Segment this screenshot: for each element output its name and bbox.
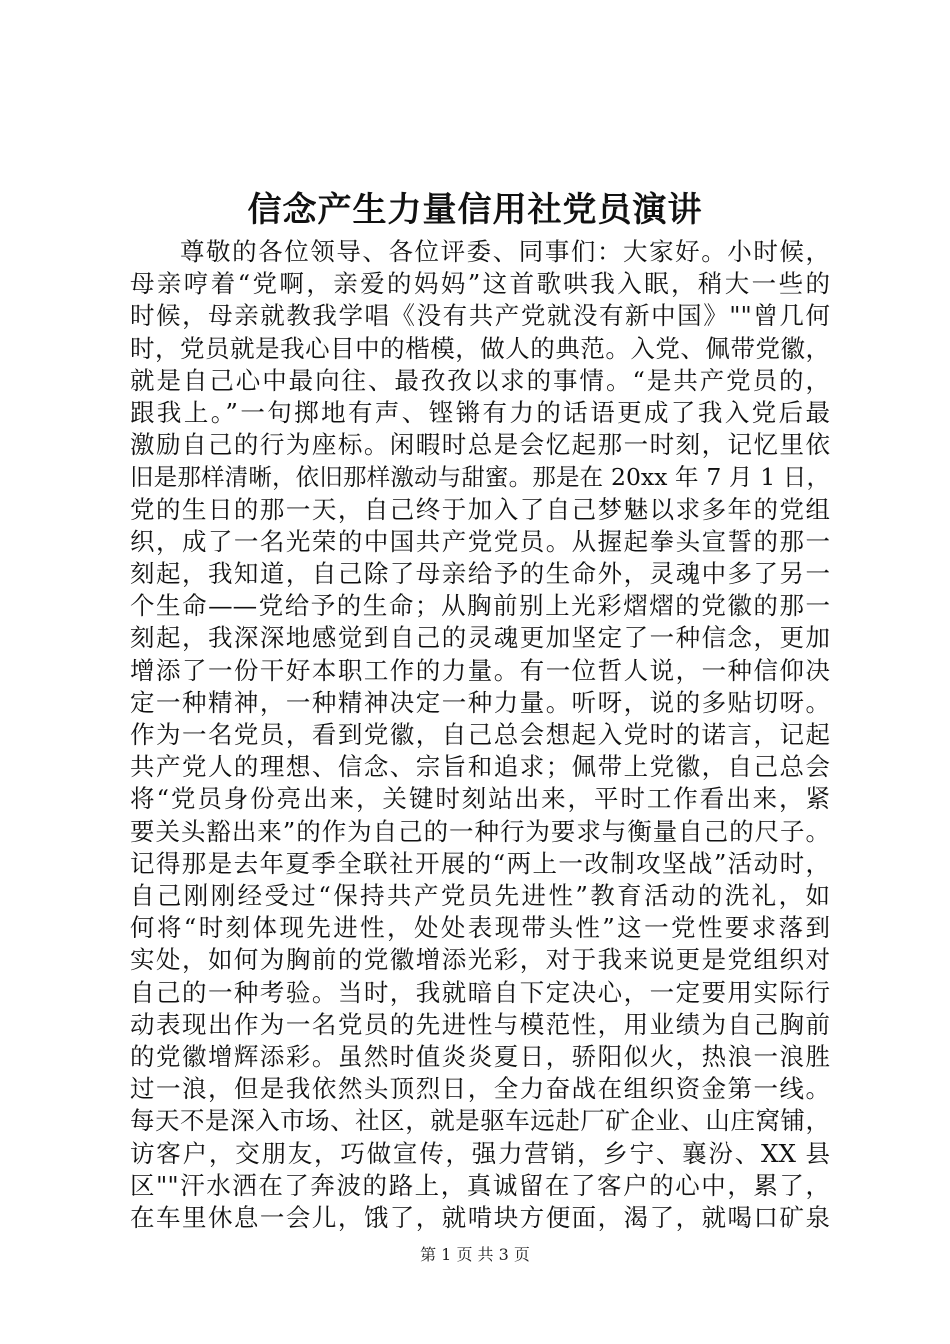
text-line: 过一浪，但是我依然头顶烈日，全力奋战在组织资金第一线。	[130, 1074, 830, 1104]
text-line: 就是自己心中最向往、最孜孜以求的事情。“是共产党员的，	[130, 365, 830, 395]
document-title: 信念产生力量信用社党员演讲	[247, 190, 703, 230]
text-line: 跟我上。”一句掷地有声、铿锵有力的话语更成了我入党后最	[130, 398, 830, 428]
text-line: 尊敬的各位领导、各位评委、同事们：大家好。小时候，	[180, 237, 830, 266]
text-line: 作为一名党员，看到党徽，自己总会想起入党时的诺言，记起	[130, 720, 830, 750]
text-line: 刻起，我知道，自己除了母亲给予的生命外，灵魂中多了另一	[130, 559, 830, 589]
text-line: 旧是那样清晰，依旧那样激动与甜蜜。那是在 20xx 年 7 月 1 日，	[130, 463, 830, 492]
text-line: 时候，母亲就教我学唱《没有共产党就没有新中国》""曾几何	[130, 301, 830, 331]
text-line: 区""汗水洒在了奔波的路上，真诚留在了客户的心中，累了，	[130, 1170, 830, 1200]
text-line: 增添了一份干好本职工作的力量。有一位哲人说，一种信仰决	[130, 655, 830, 685]
text-line: 共产党人的理想、信念、宗旨和追求；佩带上党徽，自己总会	[130, 752, 830, 782]
text-line: 定一种精神，一种精神决定一种力量。听呀，说的多贴切呀。	[130, 687, 830, 717]
text-line: 党的生日的那一天，自己终于加入了自己梦魅以求多年的党组	[130, 494, 830, 524]
text-line: 每天不是深入市场、社区，就是驱车远赴厂矿企业、山庄窝铺，	[130, 1106, 830, 1136]
text-line: 自己刚刚经受过“保持共产党员先进性”教育活动的洗礼，如	[130, 881, 830, 911]
text-line: 时，党员就是我心目中的楷模，做人的典范。入党、佩带党徽，	[130, 333, 830, 363]
page-footer: 第 1 页 共 3 页	[420, 1245, 530, 1264]
text-line: 将“党员身份亮出来，关键时刻站出来，平时工作看出来，紧	[130, 784, 830, 814]
text-line: 激励自己的行为座标。闲暇时总是会忆起那一时刻，记忆里依	[130, 430, 830, 460]
text-line: 在车里休息一会儿，饿了，就啃块方便面，渴了，就喝口矿泉	[130, 1203, 830, 1233]
text-line: 实处，如何为胸前的党徽增添光彩，对于我来说更是党组织对	[130, 945, 830, 975]
text-line: 自己的一种考验。当时，我就暗自下定决心，一定要用实际行	[130, 977, 830, 1007]
text-line: 要关头豁出来”的作为自己的一种行为要求与衡量自己的尺子。	[130, 816, 830, 846]
text-line: 动表现出作为一名党员的先进性与模范性，用业绩为自己胸前	[130, 1009, 830, 1039]
text-line: 记得那是去年夏季全联社开展的“两上一改制攻坚战”活动时，	[130, 848, 830, 878]
text-line: 母亲哼着“党啊，亲爱的妈妈”这首歌哄我入眠，稍大一些的	[130, 269, 830, 299]
text-line: 何将“时刻体现先进性，处处表现带头性”这一党性要求落到	[130, 913, 830, 943]
text-line: 的党徽增辉添彩。虽然时值炎炎夏日，骄阳似火，热浪一浪胜	[130, 1042, 830, 1072]
text-line: 个生命——党给予的生命；从胸前别上光彩熠熠的党徽的那一	[130, 591, 830, 621]
text-line: 刻起，我深深地感觉到自己的灵魂更加坚定了一种信念，更加	[130, 623, 830, 653]
text-line: 访客户，交朋友，巧做宣传，强力营销，乡宁、襄汾、XX 县	[130, 1138, 830, 1168]
text-line: 织，成了一名光荣的中国共产党党员。从握起拳头宣誓的那一	[130, 526, 830, 556]
body-paragraph	[130, 236, 830, 1234]
